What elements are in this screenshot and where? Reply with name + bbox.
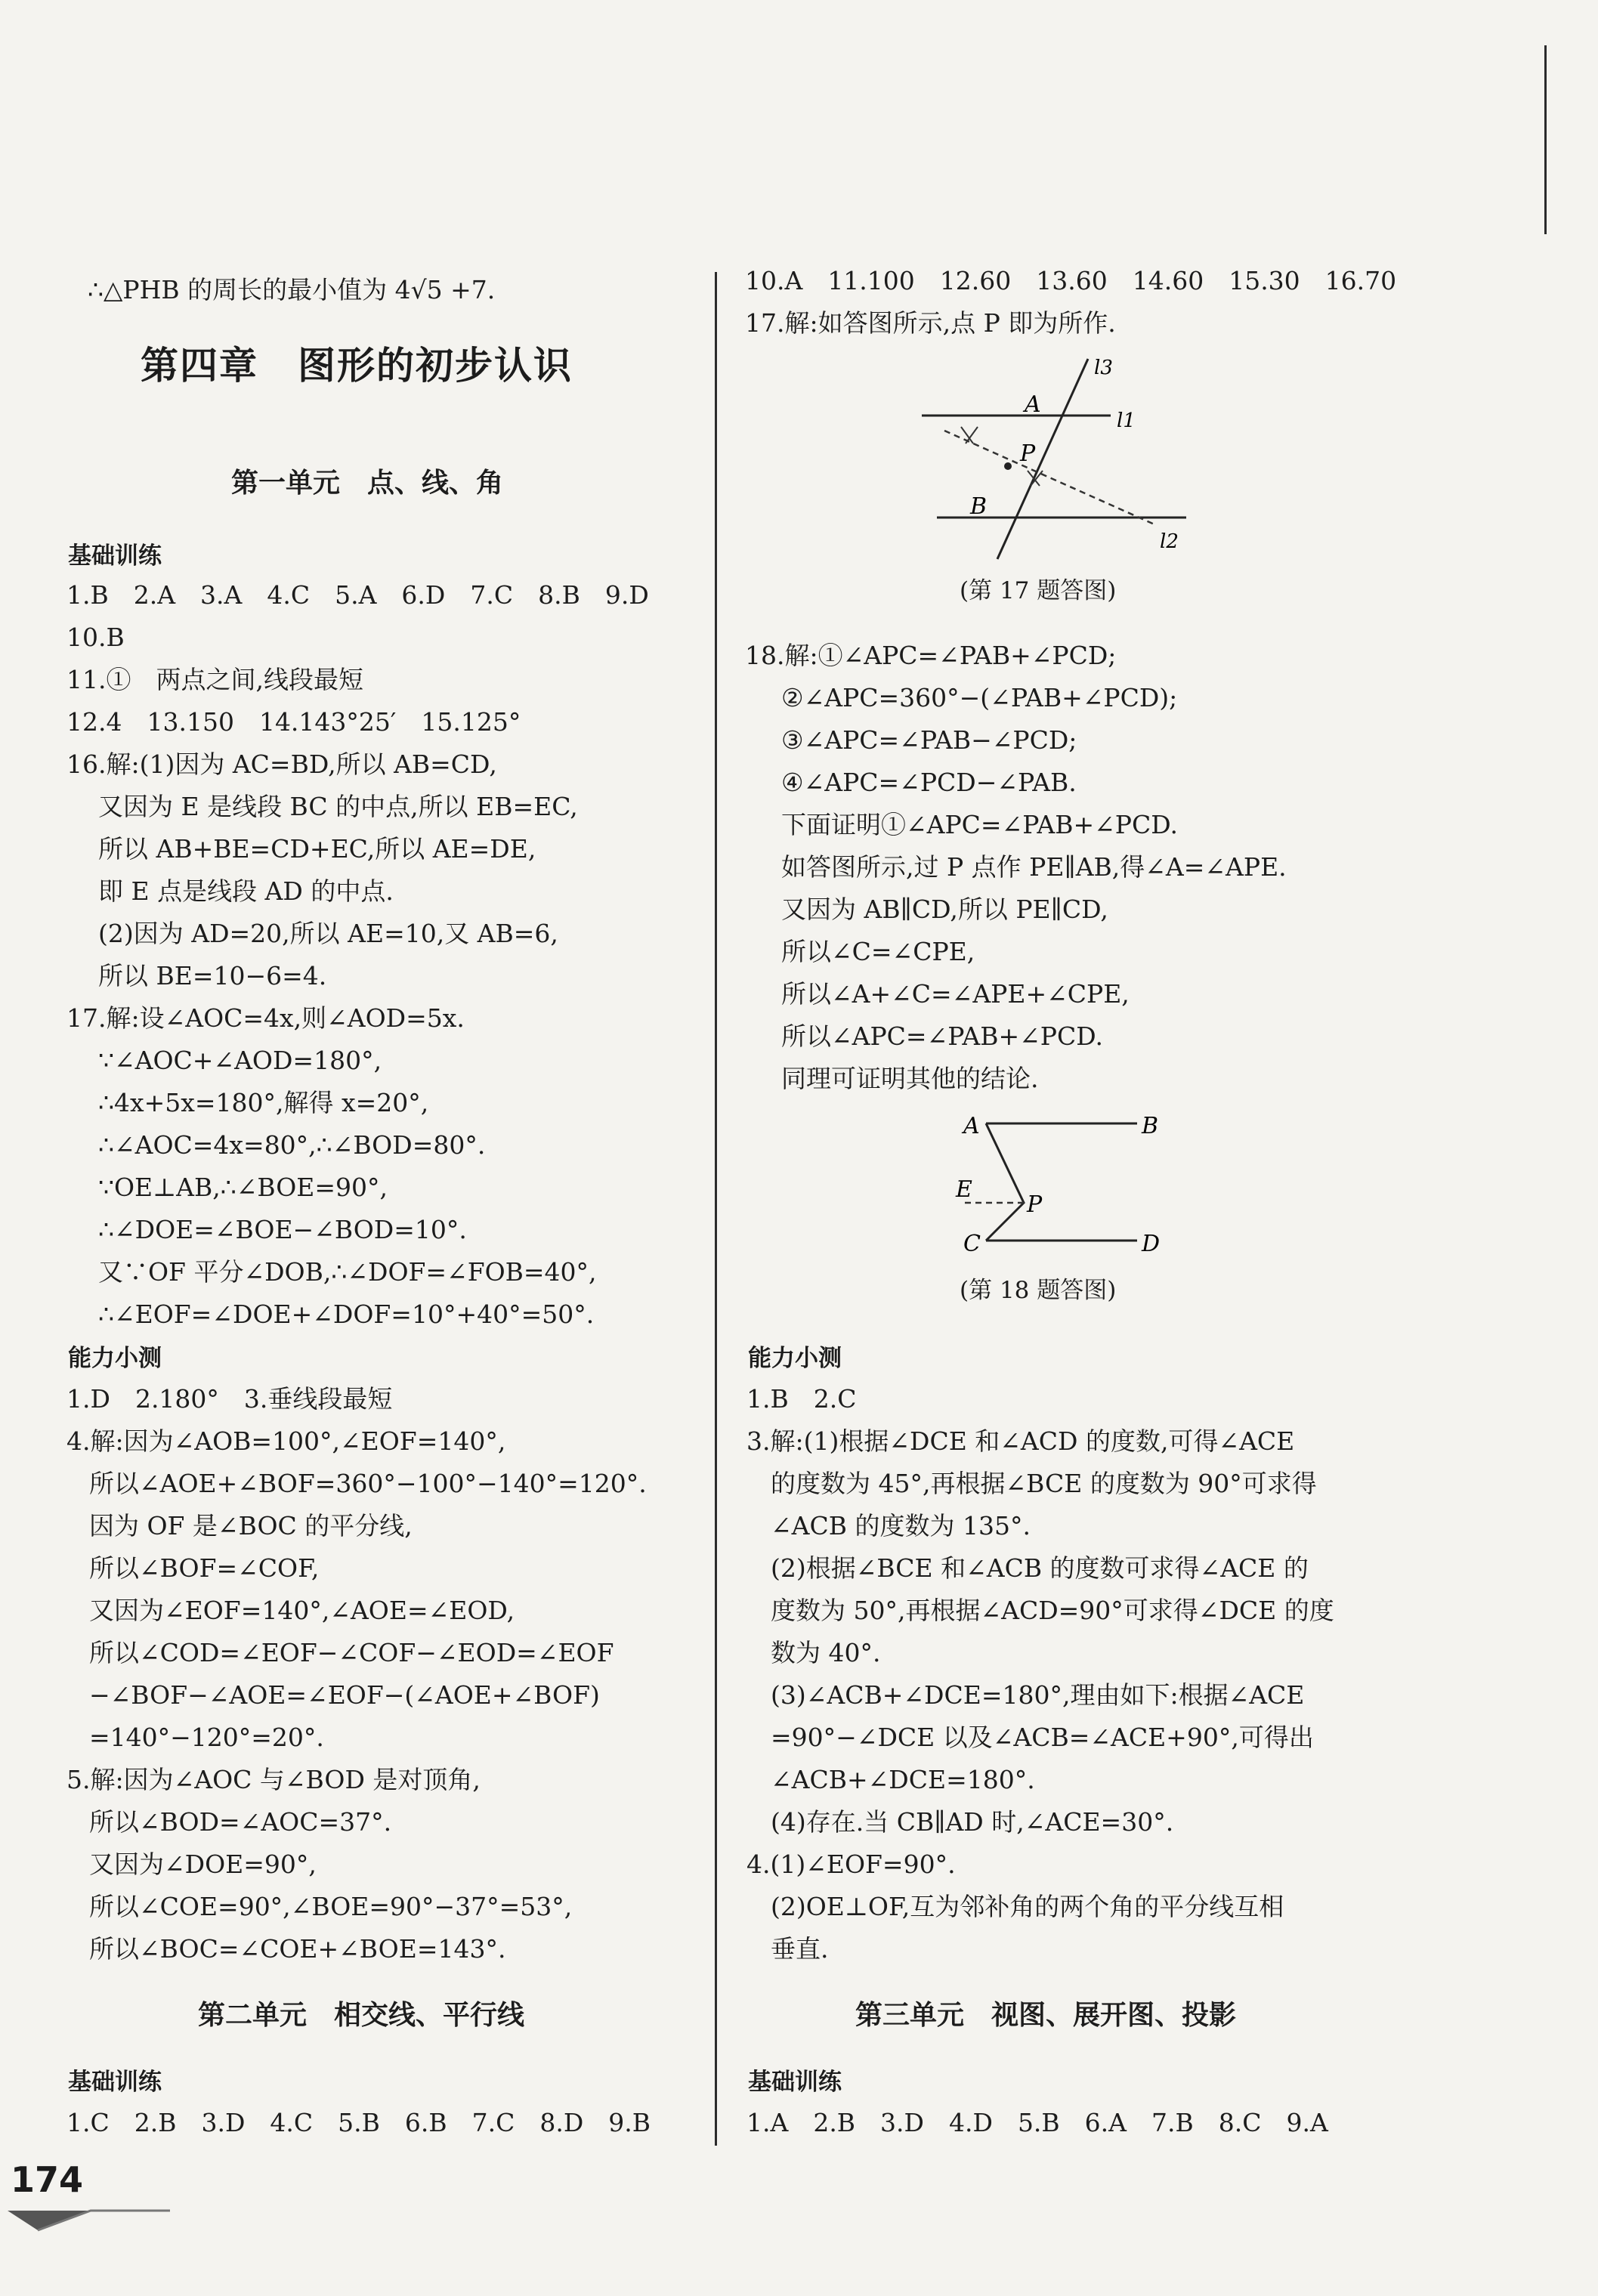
answer-line: 即 E 点是线段 AD 的中点. [98,876,394,906]
unit3-title: 第三单元 视图、展开图、投影 [855,2000,1237,2031]
answer-line: 下面证明①∠APC=∠PAB+∠PCD. [781,810,1179,839]
answer-line: (4)存在.当 CB∥AD 时,∠ACE=30°. [771,1807,1174,1837]
answer-line: 1.B 2.C [746,1384,857,1414]
answer-line: 所以∠COD=∠EOF−∠COF−∠EOD=∠EOF [89,1638,614,1667]
answer-line: 所以∠APC=∠PAB+∠PCD. [781,1021,1104,1051]
answer-line: 所以∠A+∠C=∠APE+∠CPE, [781,979,1130,1009]
answer-line: 所以∠COE=90°,∠BOE=90°−37°=53°, [89,1892,573,1921]
answer-line: 10.B [66,623,125,652]
answer-line: 12.4 13.150 14.143°25′ 15.125° [66,707,521,737]
chapter-title: 第四章 图形的初步认识 [141,344,573,388]
answer-line: 数为 40°. [771,1638,881,1667]
label-l3: l3 [1094,357,1113,379]
answer-line: 所以∠BOF=∠COF, [89,1553,320,1583]
answer-line: ∴∠EOF=∠DOE+∠DOF=10°+40°=50°. [98,1299,595,1329]
line-l3 [997,359,1088,559]
page-number-swoosh [8,2206,174,2236]
answer-line: 又因为 E 是线段 BC 的中点,所以 EB=EC, [98,792,578,821]
label-l2: l2 [1160,530,1179,553]
answer-line: 3.解:(1)根据∠DCE 和∠ACD 的度数,可得∠ACE [746,1426,1295,1456]
figure-18 [948,1105,1190,1263]
answer-line: 又因为 AB∥CD,所以 PE∥CD, [781,895,1108,924]
answer-line: 所以∠C=∠CPE, [781,937,975,966]
answer-line: 如答图所示,过 P 点作 PE∥AB,得∠A=∠APE. [781,852,1287,882]
label-a: A [963,1113,980,1139]
answer-line: −∠BOF−∠AOE=∠EOF−(∠AOE+∠BOF) [89,1680,600,1710]
answer-line: ②∠APC=360°−(∠PAB+∠PCD); [781,683,1178,712]
answer-line: 所以∠BOD=∠AOC=37°. [89,1807,392,1837]
label-c: C [963,1231,981,1257]
basic-training-label: 基础训练 [68,542,162,570]
answer-line: ∴4x+5x=180°,解得 x=20°, [98,1088,429,1117]
answer-line: (2)因为 AD=20,所以 AE=10,又 AB=6, [98,919,558,948]
intro-line: ∴△PHB 的周长的最小值为 4√5 +7. [88,275,496,304]
answer-line: 17.解:如答图所示,点 P 即为所作. [745,308,1116,338]
label-b: B [970,493,988,520]
figure-18-caption: (第 18 题答图) [960,1277,1117,1304]
answer-line: 1.D 2.180° 3.垂线段最短 [66,1384,393,1414]
answer-line: 又因为∠DOE=90°, [89,1849,317,1879]
answer-line: 1.C 2.B 3.D 4.C 5.B 6.B 7.C 8.D 9.B [66,2108,651,2137]
answer-line: 11.① 两点之间,线段最短 [66,665,363,694]
label-p: P [1027,1191,1043,1218]
figure-17 [907,351,1209,563]
column-divider [715,272,717,2146]
answer-line: (2)OE⊥OF,互为邻补角的两个角的平分线互相 [771,1892,1284,1921]
right-margin-rule [1544,45,1547,234]
answer-line: ∠ACB 的度数为 135°. [771,1511,1031,1540]
answer-line: ④∠APC=∠PCD−∠PAB. [781,768,1077,797]
label-d: D [1142,1231,1161,1257]
answer-line: 1.A 2.B 3.D 4.D 5.B 6.A 7.B 8.C 9.A [746,2108,1328,2137]
ability-test-label: 能力小测 [748,1345,842,1372]
answer-line: ∵OE⊥AB,∴∠BOE=90°, [98,1173,388,1202]
label-l1: l1 [1117,409,1136,432]
label-b: B [1142,1113,1159,1139]
unit2-title: 第二单元 相交线、平行线 [198,2000,525,2031]
basic-training-label: 基础训练 [68,2069,162,2096]
figure-17-caption: (第 17 题答图) [960,577,1117,604]
label-e: E [956,1176,972,1203]
answer-line: 所以 AB+BE=CD+EC,所以 AE=DE, [98,834,536,864]
answer-line: 因为 OF 是∠BOC 的平分线, [89,1511,413,1540]
answer-line: ∴∠DOE=∠BOE−∠BOD=10°. [98,1215,467,1244]
answer-line: 5.解:因为∠AOC 与∠BOD 是对顶角, [66,1765,481,1794]
answer-line: 4.解:因为∠AOB=100°,∠EOF=140°, [66,1426,506,1456]
ability-test-label: 能力小测 [68,1345,162,1372]
answer-line: 同理可证明其他的结论. [781,1064,1039,1093]
unit1-title: 第一单元 点、线、角 [231,468,504,499]
answer-line: 度数为 50°,再根据∠ACD=90°可求得∠DCE 的度 [771,1596,1334,1625]
answer-line: 18.解:①∠APC=∠PAB+∠PCD; [745,641,1117,670]
page-number: 174 [11,2159,84,2200]
answer-line: 所以 BE=10−6=4. [98,961,327,990]
point-p-dot [1004,462,1012,470]
answer-line: 所以∠BOC=∠COE+∠BOE=143°. [89,1934,506,1964]
answer-line: ∵∠AOC+∠AOD=180°, [98,1046,382,1075]
answer-line: ∠ACB+∠DCE=180°. [771,1765,1035,1794]
answer-line: ∴∠AOC=4x=80°,∴∠BOD=80°. [98,1130,486,1160]
basic-training-label: 基础训练 [748,2069,842,2096]
answer-line: 的度数为 45°,再根据∠BCE 的度数为 90°可求得 [771,1469,1317,1498]
answer-line: 又因为∠EOF=140°,∠AOE=∠EOD, [89,1596,515,1625]
answer-line: (3)∠ACB+∠DCE=180°,理由如下:根据∠ACE [771,1680,1305,1710]
answer-line: 4.(1)∠EOF=90°. [746,1849,956,1879]
answer-line: 所以∠AOE+∠BOF=360°−100°−140°=120°. [89,1469,647,1498]
answer-line: 16.解:(1)因为 AC=BD,所以 AB=CD, [66,749,497,779]
segment-apc [986,1123,1024,1241]
answer-line: 又∵OF 平分∠DOB,∴∠DOF=∠FOB=40°, [98,1257,597,1287]
label-p: P [1020,440,1036,467]
answer-line: =140°−120°=20°. [89,1723,324,1752]
answer-line: 垂直. [771,1934,829,1964]
label-a: A [1025,391,1041,418]
answer-line: =90°−∠DCE 以及∠ACB=∠ACE+90°,可得出 [771,1723,1314,1752]
answer-line: (2)根据∠BCE 和∠ACB 的度数可求得∠ACE 的 [771,1553,1309,1583]
answer-line: 17.解:设∠AOC=4x,则∠AOD=5x. [66,1003,465,1033]
answer-line: 1.B 2.A 3.A 4.C 5.A 6.D 7.C 8.B 9.D [66,580,649,610]
answer-line: ③∠APC=∠PAB−∠PCD; [781,725,1077,755]
answer-line: 10.A 11.100 12.60 13.60 14.60 15.30 16.70 [745,266,1397,295]
